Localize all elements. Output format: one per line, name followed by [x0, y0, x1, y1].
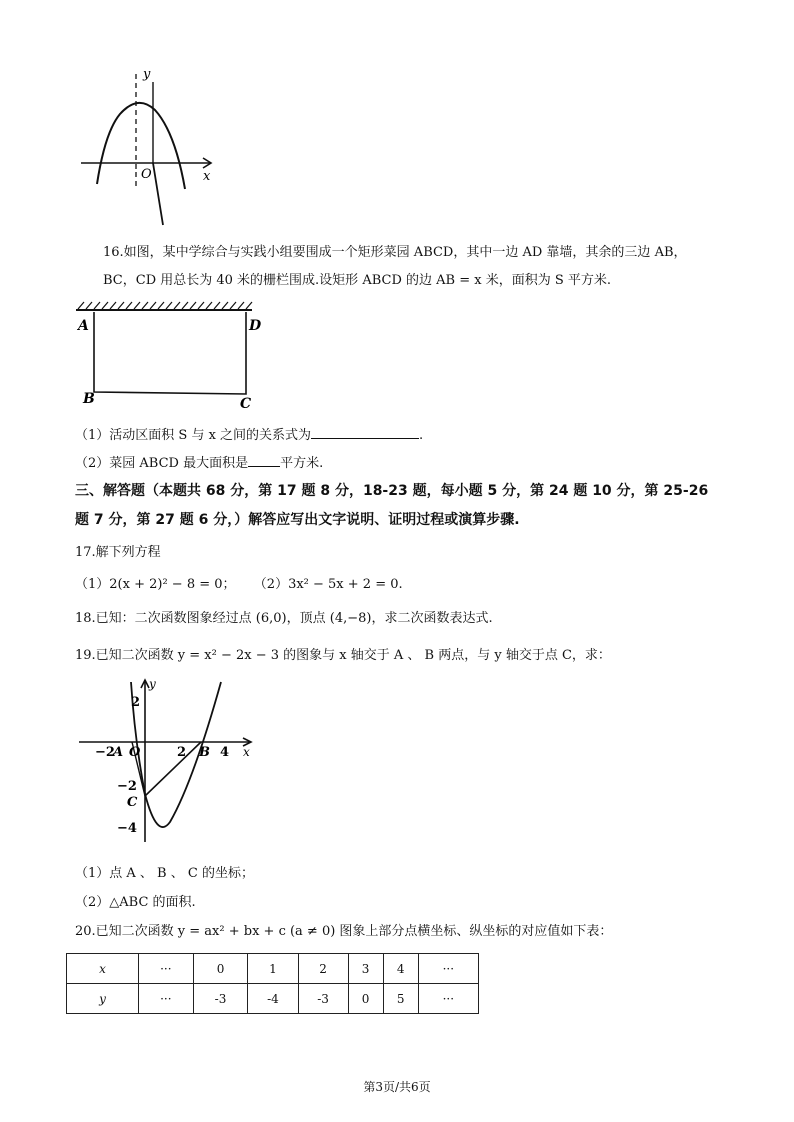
- tick-label-y-neg2: −2: [117, 779, 137, 794]
- table-cell: x: [67, 954, 139, 984]
- q17-eq2: （2）3x² − 5x + 2 = 0.: [253, 577, 403, 592]
- q19-sub1: （1）点 A 、 B 、 C 的坐标；: [75, 866, 254, 881]
- point-label-A: A: [113, 745, 124, 760]
- table-cell: 0: [193, 954, 248, 984]
- table-cell: y: [67, 984, 139, 1014]
- q17-eq1: （1）2(x + 2)² − 8 = 0；: [75, 577, 236, 592]
- tick-label-x-2: 2: [177, 745, 187, 760]
- point-label-D: D: [249, 318, 262, 334]
- value-table: [66, 953, 479, 1014]
- q19-sub2: （2）△ABC 的面积.: [75, 895, 196, 910]
- graph-y-label: y: [149, 677, 156, 691]
- origin-label: O: [129, 745, 141, 760]
- parabola-figure: [75, 62, 225, 232]
- table-cell: 3: [348, 954, 383, 984]
- section3-heading-line2: 题 7 分，第 27 题 6 分，）解答应写出文字说明、证明过程或演算步骤.: [75, 512, 520, 528]
- table-cell: ···: [138, 954, 193, 984]
- fig1-x-label: x: [203, 169, 211, 184]
- table-cell: -3: [298, 984, 348, 1014]
- q19-text: 19.已知二次函数 y = x² − 2x − 3 的图象与 x 轴交于 A 、 B 两点，与 y 轴交于点 C，求：: [75, 648, 611, 663]
- table-cell: 4: [383, 954, 418, 984]
- table-row-y: [67, 984, 479, 1014]
- q16-sub1: [75, 424, 423, 443]
- q16-sub1-text: （1）活动区面积 S 与 x 之间的关系式为: [75, 428, 312, 443]
- point-label-C: C: [240, 396, 252, 412]
- graph-x-label: x: [243, 745, 250, 759]
- table-cell: ···: [418, 954, 478, 984]
- table-cell: 5: [383, 984, 418, 1014]
- table-cell: 0: [348, 984, 383, 1014]
- q16-sub2-text: （2）菜园 ABCD 最大面积是: [75, 456, 249, 471]
- q18-text: 18.已知：二次函数图象经过点 (6,0)，顶点 (4,−8)，求二次函数表达式.: [75, 611, 493, 626]
- q16-sub2-blank: [248, 454, 280, 467]
- table-cell: ···: [418, 984, 478, 1014]
- table-cell: 1: [248, 954, 298, 984]
- tick-label-x-4: 4: [220, 745, 230, 760]
- table-cell: ···: [138, 984, 193, 1014]
- q20-text: 20.已知二次函数 y = ax² + bx + c (a ≠ 0) 图象上部分点横坐标、纵坐标的对应值如下表：: [75, 924, 613, 939]
- q16-text-line2: BC，CD 用总长为 40 米的栅栏围成.设矩形 ABCD 的边 AB = x 米，面积为 S 平方米.: [103, 273, 611, 288]
- section3-heading-line1: 三、解答题（本题共 68 分，第 17 题 8 分，18-23 题，每小题 5 分，第 24 题 10 分，第 25-26: [75, 483, 709, 499]
- q17-title: 17.解下列方程: [75, 545, 161, 560]
- q16-sub1-end: .: [419, 428, 424, 443]
- tick-label-y-2: 2: [131, 695, 141, 710]
- tick-label-y-neg4: −4: [117, 821, 137, 836]
- table-row-x: [67, 954, 479, 984]
- q16-sub1-blank: [311, 426, 419, 439]
- q16-sub2: [75, 452, 323, 471]
- point-label-B: B: [83, 391, 95, 407]
- point-label-C: C: [127, 795, 138, 810]
- q16-sub2-end: 平方米.: [280, 456, 324, 471]
- garden-rectangle-figure: [72, 300, 272, 412]
- point-label-B: B: [199, 745, 210, 760]
- table-cell: -3: [193, 984, 248, 1014]
- q17-equations: [75, 573, 403, 592]
- point-label-A: A: [78, 318, 89, 334]
- fig1-y-label: y: [143, 67, 151, 82]
- page-footer: 第3页/共6页: [363, 1080, 431, 1094]
- tick-label-x-neg2: −2: [95, 745, 115, 760]
- fig1-origin-label: O: [141, 167, 152, 182]
- quadratic-graph-figure: [75, 672, 265, 850]
- table-cell: -4: [248, 984, 298, 1014]
- table-cell: 2: [298, 954, 348, 984]
- q16-text-line1: 16.如图，某中学综合与实践小组要围成一个矩形菜园 ABCD，其中一边 AD 靠墙，其余的三边 AB，: [103, 245, 687, 260]
